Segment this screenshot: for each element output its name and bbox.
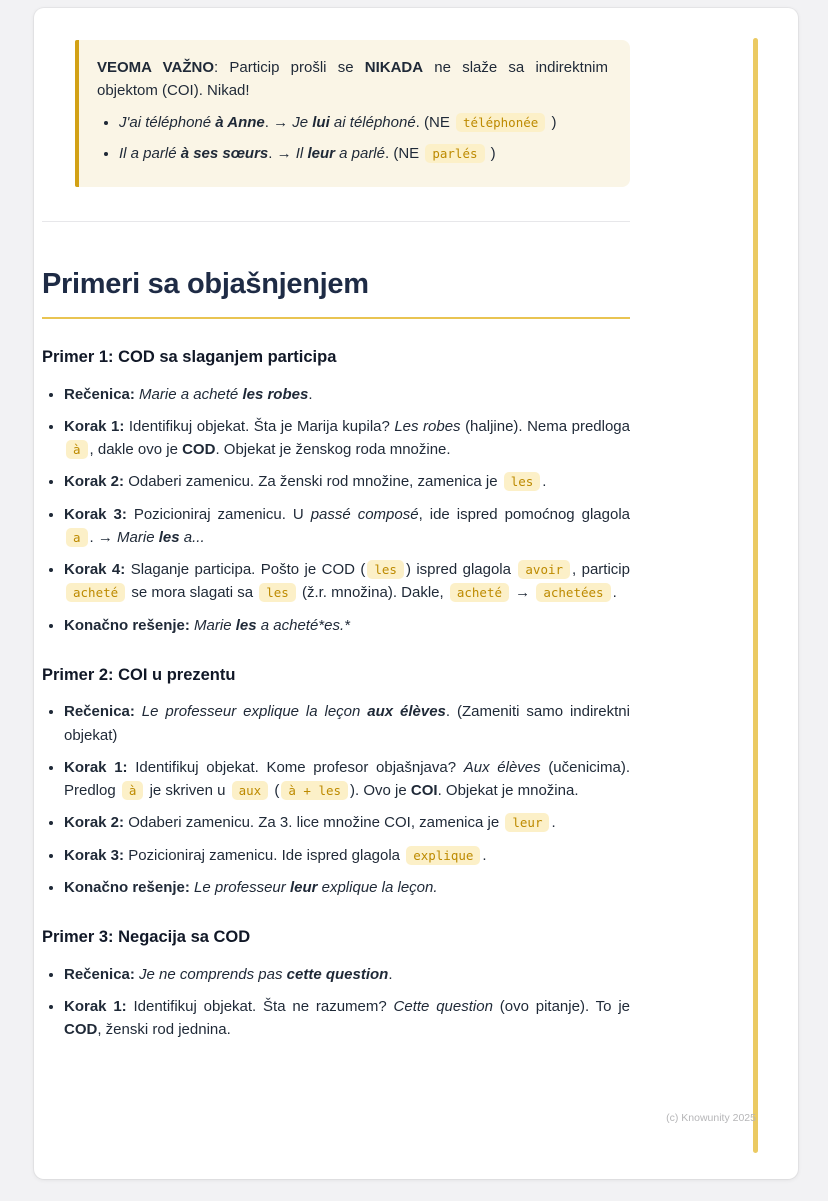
text-segment: . (NE: [385, 144, 424, 162]
text-segment: Marie a acheté: [139, 385, 243, 403]
section-bullets: [42, 700, 630, 899]
text-segment: . →: [268, 144, 296, 162]
code-token: avoir: [518, 560, 570, 579]
text-segment: Le professeur explique la leçon: [141, 703, 368, 721]
text-segment: . Objekat je ženskog roda množine.: [215, 441, 451, 458]
list-item: [64, 811, 630, 834]
text-segment: Identifikuj objekat. Šta ne razumem?: [126, 997, 394, 1015]
document-content: [42, 40, 630, 1041]
copyright-footer: (c) Knowunity 2025: [666, 1112, 756, 1125]
code-token: acheté: [450, 583, 509, 602]
callout-title: [97, 56, 608, 103]
text-segment: je skriven u: [145, 782, 230, 800]
text-segment: Cette question: [393, 997, 493, 1015]
text-segment: Identifikuj objekat. Kome profesor objašnjava?: [127, 758, 464, 776]
text-segment: les robes: [242, 385, 309, 403]
text-segment: Slaganje participa. Pošto je COD (: [125, 561, 366, 578]
code-token: aux: [232, 781, 269, 800]
text-segment: .: [612, 584, 617, 602]
text-segment: (učenicima). Predlog: [64, 758, 631, 800]
text-segment: (haljine). Nema predloga: [460, 417, 630, 435]
list-item: [64, 558, 630, 605]
list-item: [119, 111, 608, 134]
text-segment: Identifikuj objekat. Šta je Marija kupila?: [124, 417, 395, 435]
list-item: [119, 142, 608, 165]
text-segment: aux élèves: [367, 703, 446, 721]
text-segment: .: [482, 846, 487, 864]
text-segment: Pozicioniraj zamenicu. Ide ispred glagola: [124, 846, 405, 864]
section-bullets: [42, 963, 630, 1042]
examples-sections: [42, 345, 630, 1041]
code-token: a: [66, 528, 88, 547]
list-item: [64, 383, 630, 406]
text-segment: , ženski rod jednina.: [97, 1021, 231, 1039]
text-segment: →: [511, 584, 535, 602]
text-segment: ): [547, 113, 557, 131]
important-callout: [75, 40, 630, 187]
text-segment: Rečenica:: [64, 965, 135, 983]
text-segment: Les robes: [394, 417, 461, 435]
text-segment: J'ai téléphoné: [119, 113, 216, 131]
text-segment: Je: [292, 113, 313, 131]
text-segment: Le professeur: [194, 878, 290, 896]
text-segment: , dakle ovo je: [89, 441, 183, 458]
section-title: Primer 1: COD sa slaganjem participa: [42, 347, 337, 366]
text-segment: .: [542, 473, 547, 491]
text-segment: Rečenica:: [64, 385, 135, 403]
text-segment: . (NE: [415, 113, 455, 131]
text-segment: se mora slagati sa: [127, 584, 258, 602]
text-segment: VEOMA VAŽNO: [97, 59, 215, 76]
text-segment: Korak 2:: [64, 814, 125, 832]
section-divider: [42, 221, 630, 222]
text-segment: Korak 1:: [64, 758, 128, 776]
text-segment: .: [308, 385, 313, 403]
section-bullets: [42, 383, 630, 637]
text-segment: les: [158, 528, 180, 546]
text-segment: Korak 1:: [64, 417, 125, 435]
text-segment: Il: [295, 144, 308, 162]
code-token: les: [259, 583, 296, 602]
text-segment: a parlé: [334, 144, 385, 162]
text-segment: . →: [264, 113, 293, 131]
text-segment: Marie: [194, 616, 236, 634]
text-segment: Aux élèves: [463, 758, 541, 776]
text-segment: Korak 3:: [64, 505, 127, 523]
callout-list: [97, 111, 608, 166]
code-token: achetées: [536, 583, 610, 602]
text-segment: les: [235, 616, 257, 634]
text-segment: Je ne comprends pas: [139, 965, 287, 983]
text-segment: Korak 3:: [64, 846, 125, 864]
text-segment: Korak 2:: [64, 473, 125, 491]
code-token: les: [504, 472, 541, 491]
text-segment: a...: [179, 528, 205, 546]
code-token: les: [367, 560, 404, 579]
text-segment: ) ispred glagola: [405, 561, 517, 578]
text-segment: COD: [182, 441, 216, 458]
page-title: Primeri sa objašnjenjem: [42, 262, 630, 319]
text-segment: (ovo pitanje). To je: [492, 997, 630, 1015]
list-item: [64, 700, 630, 747]
text-segment: . Objekat je množina.: [437, 782, 579, 800]
code-token: acheté: [66, 583, 125, 602]
text-segment: passé composé: [310, 505, 419, 523]
text-segment: ): [486, 144, 496, 162]
text-segment: leur: [289, 878, 318, 896]
section-title: Primer 2: COI u prezentu: [42, 665, 236, 684]
text-segment: cette question: [286, 965, 389, 983]
page-edge-rule: [753, 38, 758, 1153]
text-segment: Konačno rešenje:: [64, 616, 190, 634]
list-item: [64, 470, 630, 493]
text-segment: NIKADA: [364, 59, 424, 76]
text-segment: ai téléphoné: [329, 113, 416, 131]
text-segment: : Particip prošli se: [214, 59, 365, 76]
text-segment: Konačno rešenje:: [64, 878, 190, 896]
text-segment: Il a parlé: [119, 144, 181, 162]
text-segment: . →: [89, 528, 118, 546]
code-token: téléphonée: [456, 113, 545, 132]
list-item: [64, 963, 630, 986]
list-item: [64, 876, 630, 899]
text-segment: , particip: [572, 561, 630, 578]
text-segment: Rečenica:: [64, 703, 135, 721]
code-token: parlés: [425, 144, 484, 163]
text-segment: COD: [64, 1021, 98, 1039]
text-segment: (: [270, 782, 280, 800]
document-page: [34, 8, 798, 1179]
text-segment: à Anne: [215, 113, 265, 131]
section-title: Primer 3: Negacija sa COD: [42, 928, 251, 947]
text-segment: [135, 703, 142, 720]
code-token: à: [122, 781, 144, 800]
text-segment: COI: [410, 782, 438, 800]
text-segment: explique la leçon.: [317, 878, 438, 896]
text-segment: .: [388, 965, 393, 983]
text-segment: Marie: [117, 528, 159, 546]
text-segment: lui: [312, 113, 330, 131]
code-token: explique: [406, 846, 480, 865]
text-segment: .: [551, 814, 556, 832]
text-segment: Pozicioniraj zamenicu. U: [126, 505, 311, 523]
text-segment: ). Ovo je: [350, 782, 411, 800]
list-item: [64, 503, 630, 550]
text-segment: a acheté*es.*: [256, 616, 350, 634]
text-segment: (ž.r. množina). Dakle,: [297, 584, 448, 602]
list-item: [64, 415, 630, 462]
text-segment: leur: [307, 144, 335, 162]
text-segment: , ide ispred pomoćnog glagola: [418, 505, 630, 523]
text-segment: ne slaže sa indirektnim objektom (COI). Nikad!: [97, 59, 608, 100]
text-segment: à ses sœurs: [180, 144, 269, 162]
text-segment: Odaberi zamenicu. Za 3. lice množine COI, zamenica je: [124, 814, 504, 832]
text-segment: Korak 1:: [64, 997, 127, 1015]
list-item: [64, 614, 630, 637]
text-segment: . (Zameniti samo indirektni objekat): [64, 703, 630, 744]
list-item: [64, 844, 630, 867]
code-token: leur: [505, 813, 549, 832]
list-item: [64, 756, 630, 803]
list-item: [64, 995, 630, 1042]
code-token: à + les: [281, 781, 348, 800]
text-segment: Korak 4:: [64, 561, 126, 578]
code-token: à: [66, 440, 88, 459]
text-segment: Odaberi zamenicu. Za ženski rod množine, zamenica je: [124, 473, 502, 491]
